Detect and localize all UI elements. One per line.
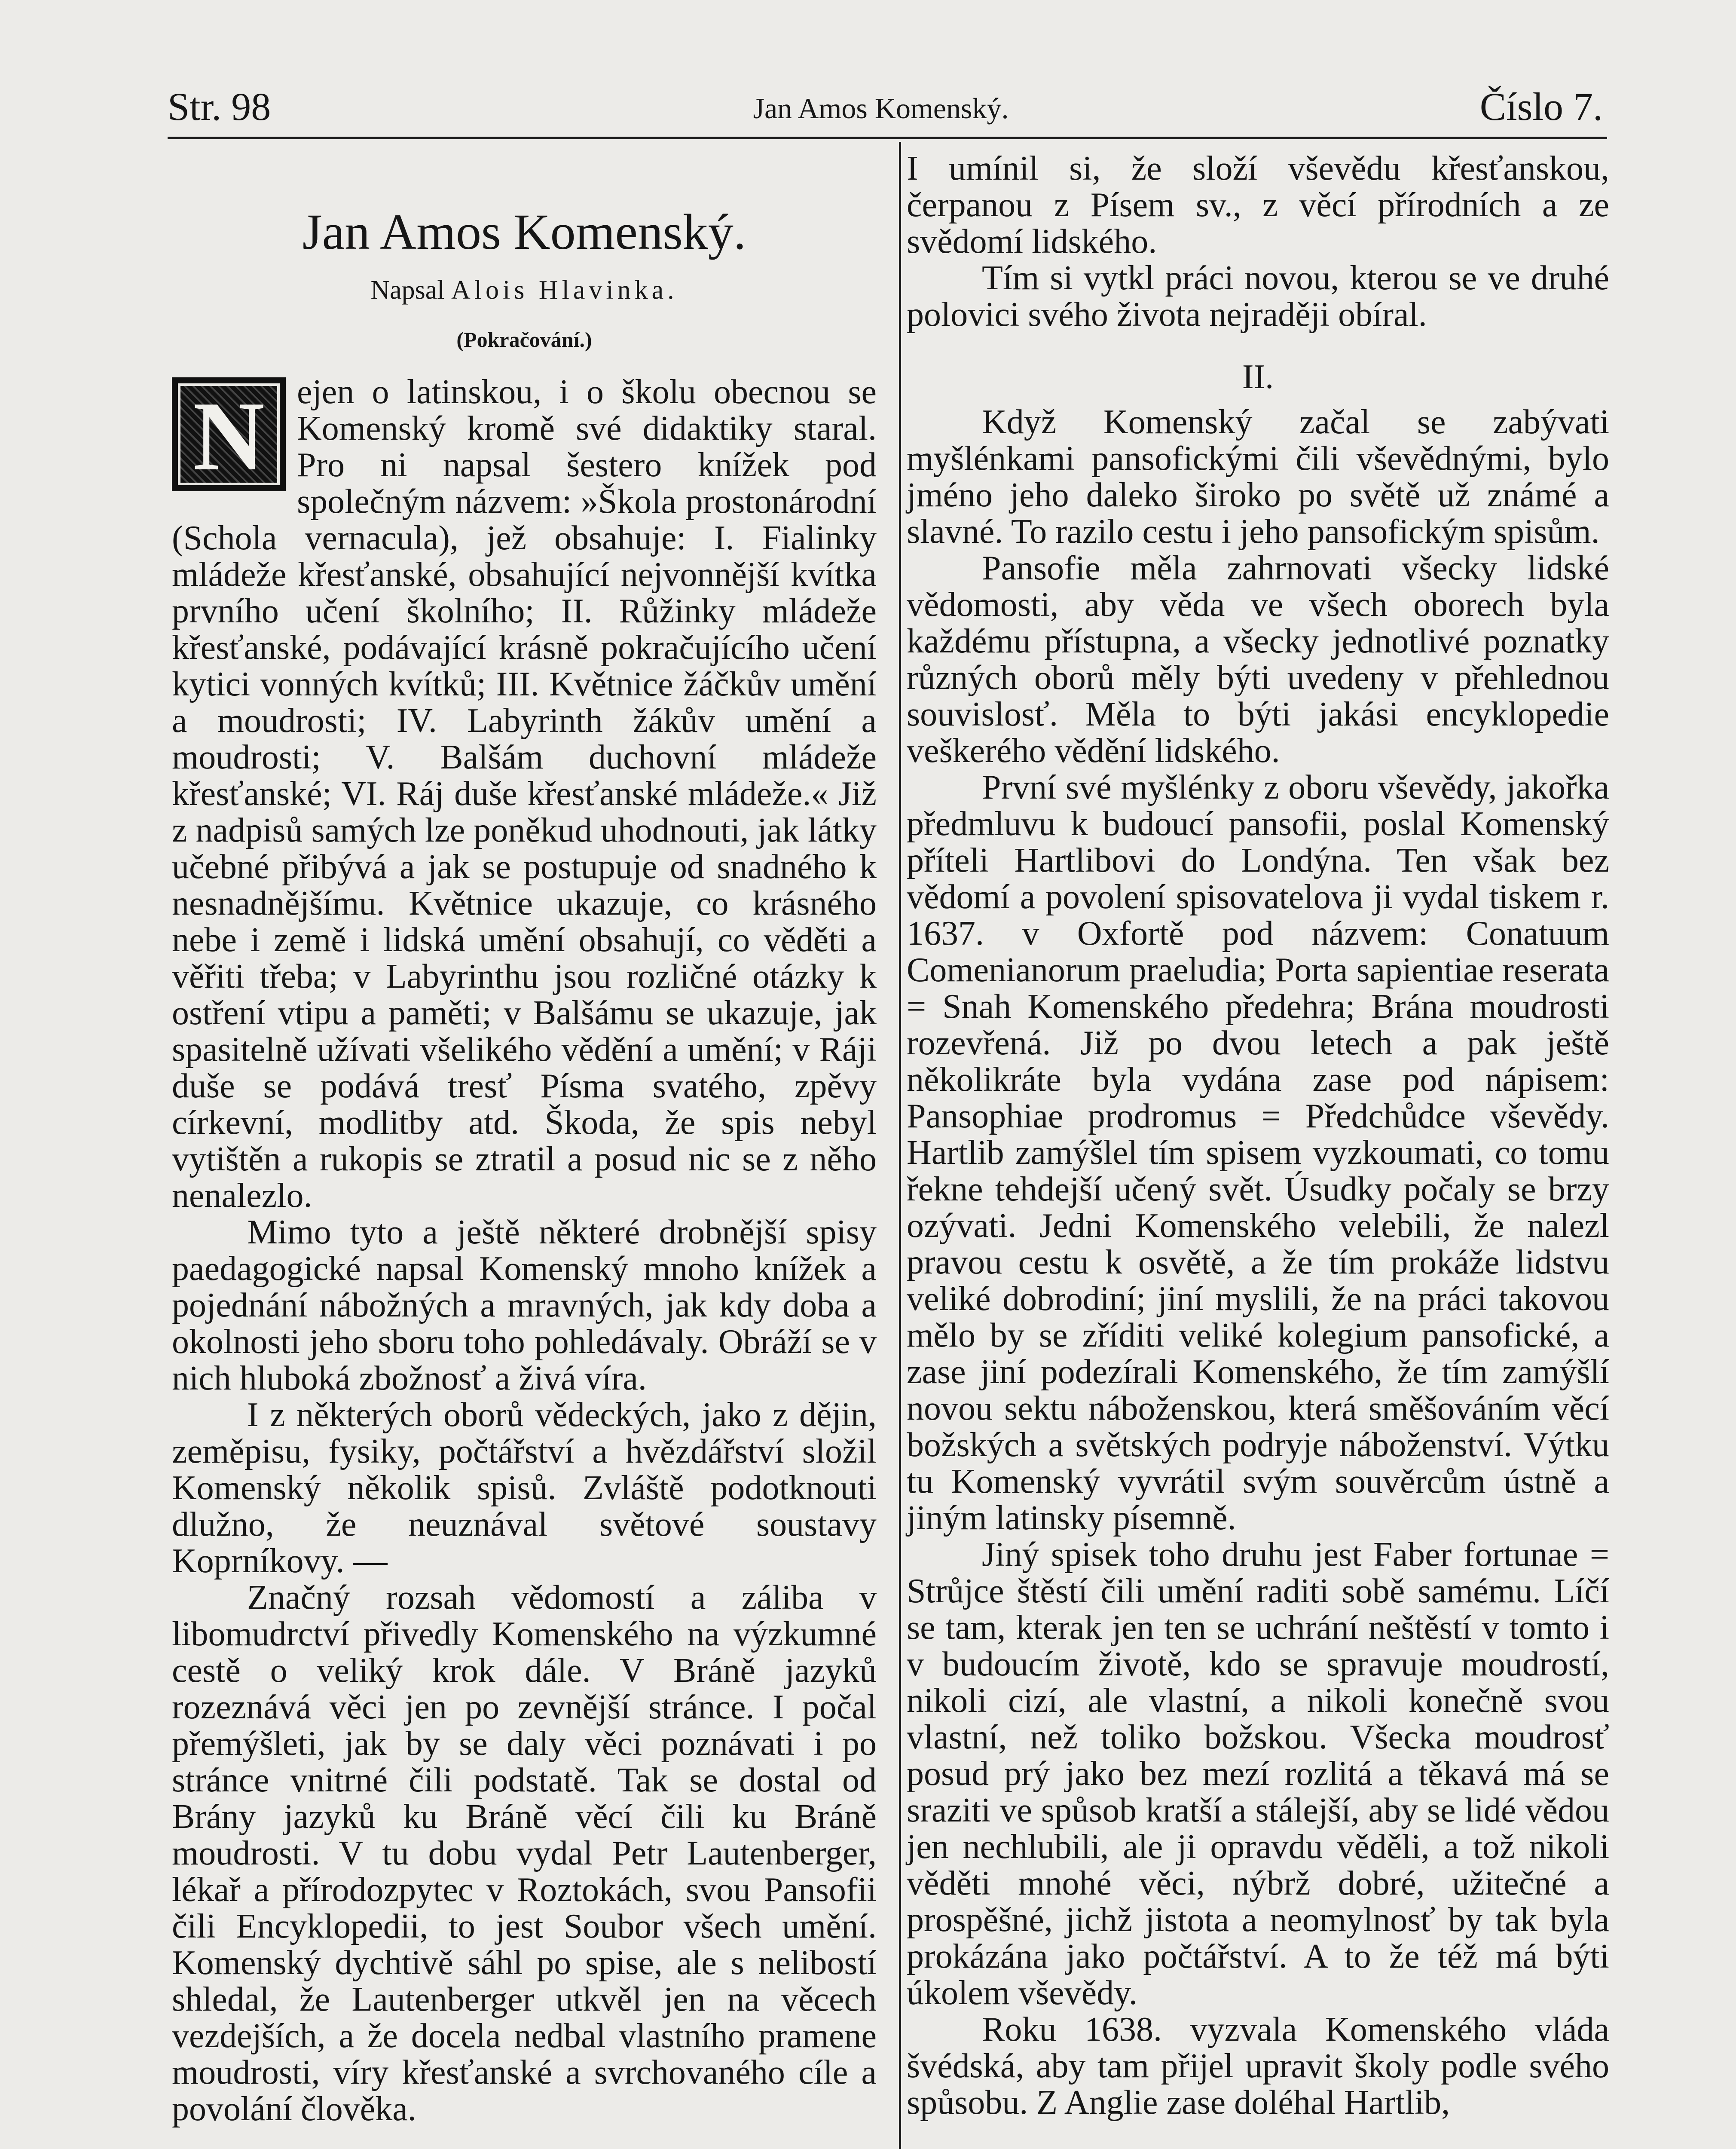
paragraph-5: I umínil si, že složí vševědu křesťanskou, čerpanou z Písem sv., z věcí přírodních a ze svědomí lidského.: [907, 150, 1609, 260]
initial-letter: N: [193, 381, 265, 491]
issue-number: Číslo 7.: [1479, 85, 1603, 129]
paragraph-8: Pansofie měla zahrnovati všecky lidské vědomosti, aby věda ve všech oborech byla každému přístupna, a všecky jednotlivé poznatky různých oborů měly býti uvedeny v přehlednou souvislosť. Měla to býti jakási encyklopedie veškerého vědění lidského.: [907, 549, 1609, 770]
paragraph-7: Když Komenský začal se zabývati myšlénkami pansofickými čili vševědnými, bylo jméno jeho daleko široko po světě už známé a slavné. To razilo cestu i jeho pansofickým spisům.: [907, 403, 1609, 551]
paragraph-6: Tím si vytkl práci novou, kterou se ve druhé polovici svého života nejraději obíral.: [907, 259, 1609, 334]
page-number: Str. 98: [168, 85, 271, 129]
article-title: Jan Amos Komenský.: [302, 204, 746, 260]
section-number: II.: [1242, 358, 1274, 396]
continuation-note: (Pokračování.): [456, 328, 592, 352]
paragraph-4: Značný rozsah vědomostí a záliba v libomudrctví přivedly Komenského na výzkumné cestě o veliký krok dále. V Bráně jazyků rozeznává věci jen po zevnější stránce. I počal přemýšleti, jak by se daly věci poznávati i po stránce vnitrné čili podstatě. Tak se dostal od Brány jazyků ku Bráně věcí čili ku Bráně moudrosti. V tu dobu vydal Petr Lautenberger, lékař a přírodozpytec v Roztokách, svou Pansofii čili Encyklopedii, to jest Soubor všech umění. Komenský dychtivě sáhl po spise, ale s nelibostí shledal, že Lautenberger utkvěl jen na věcech vezdejších, a že docela nedbal vlastního pramene moudrosti, víry křesťanské a svrchovaného cíle a povolání člověka.: [172, 1579, 877, 2128]
header-rule: [168, 137, 1607, 139]
paragraph-10: Jiný spisek toho druhu jest Faber fortunae = Strůjce štěstí čili umění raditi sobě samému. Líčí se tam, kterak jen ten se uchrání neštěstí v tomto i v budoucím životě, kdo se spravuje moudrostí, nikoli cizí, ale vlastní, a nikoli konečně svou vlastní, než toliko božskou. Všecka moudrosť posud prý jako bez mezí rozlitá a těkavá má se sraziti ve spůsob kratší a stálejší, aby se lidé vědou jen nechlubili, ale ji opravdu věděli, a tož nikoli věděti mnohé věci, nýbrž dobré, užitečné a prospěšné, jichž jistota a neomylnosť by tak byla prokázána jako počtářství. A to že též má býti úkolem vševědy.: [907, 1536, 1609, 2012]
byline-prefix: Napsal: [370, 276, 445, 305]
byline: [172, 271, 877, 309]
running-header: [159, 84, 1603, 131]
paragraph-3: I z některých oborů vědeckých, jako z dějin, zeměpisu, fysiky, počtářství a hvězdářství složil Komenský několik spisů. Zvláště podotknouti dlužno, že neuznával světové soustavy Koprníkovy. —: [172, 1396, 877, 1580]
author-name: Alois Hlavinka.: [451, 276, 678, 305]
paragraph-9: První své myšlénky z oboru vševědy, jakořka předmluvu k budoucí pansofii, poslal Komenský příteli Hartlibovi do Londýna. Ten však bez vědomí a povolení spisovatelova ji vydal tiskem r. 1637. v Oxfortě pod názvem: Conatuum Comenianorum praeludia; Porta sapientiae reserata = Snah Komenského předehra; Brána moudrosti rozevřená. Již po dvou letech a pak ještě několikráte byla vydána zase pod nápisem: Pansophiae prodromus = Předchůdce vševědy. Hartlib zamýšlel tím spisem vyzkoumati, co tomu řekne tehdejší učený svět. Úsudky počaly se brzy ozývati. Jedni Komenského velebili, že nalezl pravou cestu k osvětě, a že tím prokáže lidstvu veliké dobrodiní; jiní myslili, že na práci takovou mělo by se zříditi veliké kolegium pansofické, a zase jiní podezírali Komenského, že tím zamýšlí novou sektu náboženskou, která směšováním věcí božských a světských podryje náboženství. Výtku tu Komenský vyvrátil svým souvěrcům ústně a jiným latinsky písemně.: [907, 768, 1609, 1537]
right-column: [907, 150, 1609, 2121]
running-title: Jan Amos Komenský.: [753, 92, 1009, 125]
ornamental-initial: [172, 377, 286, 491]
column-divider: [899, 142, 901, 2149]
left-column: [172, 150, 877, 2128]
paragraph-2: Mimo tyto a ještě některé drobnější spisy paedagogické napsal Komenský mnoho knížek a pojednání nábožných a mravných, jak kdy doba a okolnosti jeho sboru toho pohledávaly. Obráží se v nich hluboká zbožnosť a živá víra.: [172, 1213, 877, 1397]
article-heading: [172, 202, 877, 357]
paragraph-1: ejen o latinskou, i o školu obecnou se Komenský kromě své didaktiky staral. Pro ni napsal šestero knížek pod společným názvem: »Škola prostonárodní (Schola vernacula), jež obsahuje: I. Fialinky mládeže křesťanské, obsahující nejvonnější kvítka prvního učení školního; II. Růžinky mládeže křesťanské, podávající krásně pokračujícího učení kytici vonných kvítků; III. Květnice žáčkův umění a moudrosti; IV. Labyrinth žákův umění a moudrosti; V. Balšám duchovní mládeže křesťanské; VI. Ráj duše křesťanské mládeže.« Již z nadpisů samých lze poněkud uhodnouti, jak látky učebné přibývá a jak se postupuje od snadného k nesnadnějšímu. Květnice ukazuje, co krásného nebe i země i lidská umění obsahují, co věděti a věřiti třeba; v Labyrinthu jsou rozličné otázky k ostření vtipu a paměti; v Balšámu se ukazuje, jak spasitelně užívati všelikého vědění a umění; v Ráji duše se podává tresť Písma svatého, zpěvy církevní, modlitby atd. Škoda, že spis nebyl vytištěn a rukopis se ztratil a posud nic se z něho nenalezlo.: [172, 373, 877, 1215]
paragraph-11: Roku 1638. vyzvala Komenského vláda švédská, aby tam přijel upravit školy podle svého spůsobu. Z Anglie zase doléhal Hartlib,: [907, 2011, 1609, 2121]
